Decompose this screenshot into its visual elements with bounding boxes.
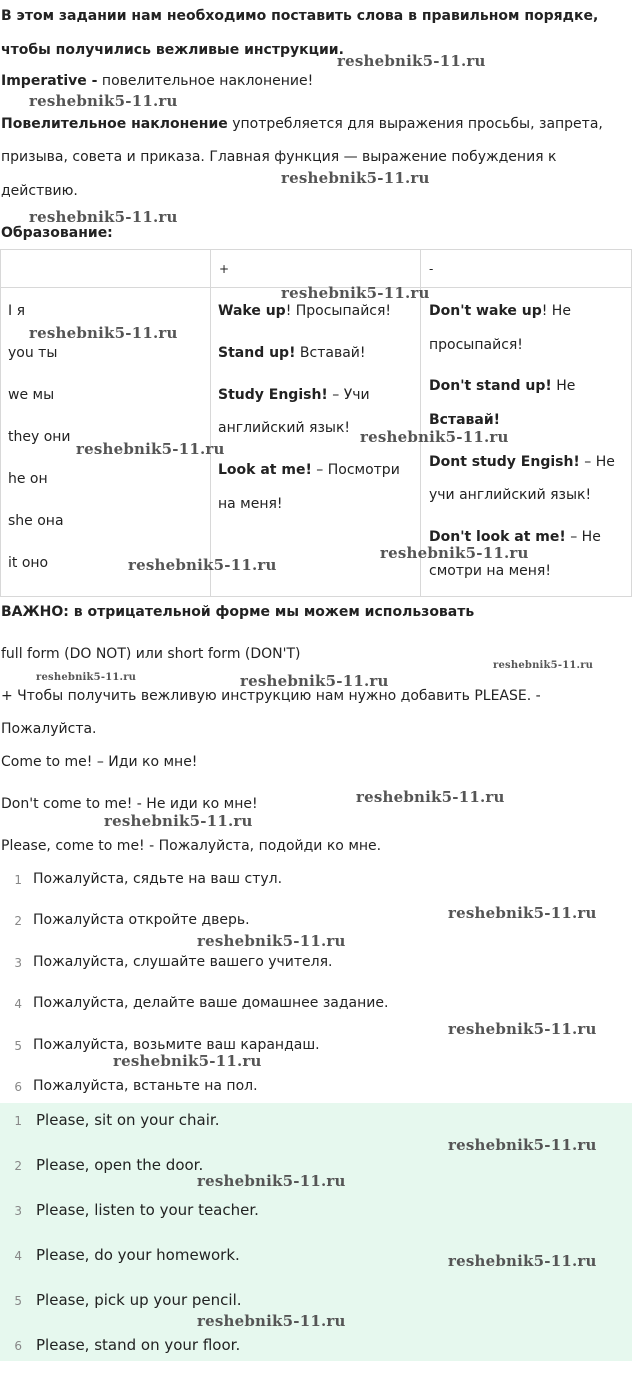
watermark: reshebnik5-11.ru [128, 556, 277, 574]
definition-rest: употребляется для выражения просьбы, запрета, [227, 116, 603, 132]
example-line: Don't come to me! - Не иди ко мне! [1, 796, 258, 812]
watermark: reshebnik5-11.ru [337, 52, 486, 70]
pronoun-cell: you ты [8, 345, 58, 361]
definition-line-1 [1, 116, 603, 132]
imperative-desc: повелительное наклонение! [97, 73, 314, 89]
pronoun-cell: she она [8, 513, 64, 529]
positive-example-rest: ! Просыпайся! [285, 303, 392, 319]
answer-number: 2 [14, 1159, 22, 1173]
positive-example-line2: на меня! [218, 496, 283, 512]
answer-text: Please, sit on your chair. [36, 1111, 220, 1129]
negative-example-rest: ! Не [541, 303, 571, 319]
answer-text: Please, stand on your floor. [36, 1336, 241, 1354]
intro-line-1: В этом задании нам необходимо поставить слова в правильном порядке, [1, 8, 599, 24]
watermark: reshebnik5-11.ru [29, 324, 178, 342]
watermark: reshebnik5-11.ru [448, 904, 597, 922]
positive-example-bold: Study Engish! [218, 387, 328, 403]
watermark: reshebnik5-11.ru [113, 1052, 262, 1070]
imperative-line [1, 73, 313, 89]
positive-example [218, 462, 400, 478]
task-number: 1 [14, 873, 22, 887]
intro-line-2: чтобы получились вежливые инструкции. [1, 42, 344, 58]
answer-text: Please, open the door. [36, 1156, 204, 1174]
positive-example-bold: Look at me! [218, 462, 312, 478]
positive-example [218, 303, 391, 319]
watermark: reshebnik5-11.ru [76, 440, 225, 458]
negative-example-bold: Don't stand up! [429, 378, 552, 394]
formation-label: Образование: [1, 225, 113, 241]
table-col-divider-1 [210, 249, 211, 597]
negative-example-bold: Don't look at me! [429, 529, 566, 545]
table-header-plus: + [219, 262, 230, 276]
watermark: reshebnik5-11.ru [29, 92, 178, 110]
watermark: reshebnik5-11.ru [240, 672, 389, 690]
pronoun-cell: it оно [8, 555, 49, 571]
watermark: reshebnik5-11.ru [380, 544, 529, 562]
negative-example-rest: – Не [579, 454, 615, 470]
definition-line-2: призыва, совета и приказа. Главная функция — выражение побуждения к [1, 149, 557, 165]
watermark: reshebnik5-11.ru [197, 1312, 346, 1330]
pronoun-cell: he он [8, 471, 48, 487]
important-line-2: full form (DO NOT) или short form (DON'T) [1, 646, 301, 662]
negative-example-bold: Dont study Engish! [429, 454, 580, 470]
task-text: Пожалуйста, делайте ваше домашнее задание. [33, 995, 389, 1011]
watermark: reshebnik5-11.ru [356, 788, 505, 806]
task-text: Пожалуйста, встаньте на пол. [33, 1078, 258, 1094]
watermark: reshebnik5-11.ru [104, 812, 253, 830]
task-number: 6 [14, 1080, 22, 1094]
positive-example-line2: английский язык! [218, 420, 351, 436]
task-text: Пожалуйста, слушайте вашего учителя. [33, 954, 333, 970]
watermark: reshebnik5-11.ru [36, 672, 137, 683]
definition-line-3: действию. [1, 183, 78, 199]
pronoun-cell: they они [8, 429, 71, 445]
negative-example-line2: просыпайся! [429, 337, 523, 353]
table-border-bottom [0, 596, 632, 597]
table-border-left [0, 249, 1, 597]
positive-example-rest: – Посмотри [311, 462, 400, 478]
negative-example [429, 378, 575, 394]
positive-example-rest: Вставай! [295, 345, 366, 361]
task-text: Пожалуйста, возьмите ваш карандаш. [33, 1037, 320, 1053]
pronoun-cell: we мы [8, 387, 55, 403]
watermark: reshebnik5-11.ru [493, 660, 594, 671]
important-line-4: Пожалуйста. [1, 721, 97, 737]
answer-text: Please, listen to your teacher. [36, 1201, 259, 1219]
negative-example-rest: Не [551, 378, 576, 394]
negative-example [429, 303, 571, 319]
watermark: reshebnik5-11.ru [448, 1136, 597, 1154]
task-text: Пожалуйста откройте дверь. [33, 912, 250, 928]
negative-example [429, 529, 601, 545]
watermark: reshebnik5-11.ru [281, 284, 430, 302]
watermark: reshebnik5-11.ru [360, 428, 509, 446]
positive-example-bold: Wake up [218, 303, 286, 319]
negative-example [429, 454, 615, 470]
task-number: 4 [14, 997, 22, 1011]
task-number: 2 [14, 914, 22, 928]
negative-example-rest: – Не [565, 529, 601, 545]
answer-number: 4 [14, 1249, 22, 1263]
negative-example-bold: Don't wake up [429, 303, 542, 319]
watermark: reshebnik5-11.ru [197, 1172, 346, 1190]
positive-example [218, 387, 370, 403]
answer-number: 6 [14, 1339, 22, 1353]
important-line-1: ВАЖНО: в отрицательной форме мы можем использовать [1, 604, 475, 620]
answer-number: 1 [14, 1114, 22, 1128]
answer-number: 3 [14, 1204, 22, 1218]
example-line: Come to me! – Иди ко мне! [1, 754, 198, 770]
task-text: Пожалуйста, сядьте на ваш стул. [33, 871, 283, 887]
answer-text: Please, do your homework. [36, 1246, 240, 1264]
positive-example [218, 345, 366, 361]
watermark: reshebnik5-11.ru [281, 169, 430, 187]
imperative-term: Imperative - [1, 73, 98, 89]
task-number: 3 [14, 956, 22, 970]
watermark: reshebnik5-11.ru [448, 1252, 597, 1270]
table-header-minus: - [429, 262, 434, 276]
watermark: reshebnik5-11.ru [448, 1020, 597, 1038]
answer-text: Please, pick up your pencil. [36, 1291, 242, 1309]
example-line: Please, come to me! - Пожалуйста, подойди ко мне. [1, 838, 382, 854]
pronoun-cell: I я [8, 303, 26, 319]
positive-example-rest: – Учи [327, 387, 370, 403]
task-number: 5 [14, 1039, 22, 1053]
definition-term: Повелительное наклонение [1, 116, 228, 132]
table-border-top [0, 249, 632, 250]
answer-number: 5 [14, 1294, 22, 1308]
watermark: reshebnik5-11.ru [197, 932, 346, 950]
negative-example-line2: смотри на меня! [429, 563, 551, 579]
positive-example-bold: Stand up! [218, 345, 296, 361]
watermark: reshebnik5-11.ru [29, 208, 178, 226]
negative-example-line2: Вставай! [429, 412, 501, 428]
negative-example-line2: учи английский язык! [429, 487, 592, 503]
important-line-3: + Чтобы получить вежливую инструкцию нам нужно добавить PLEASE. - [1, 688, 541, 704]
